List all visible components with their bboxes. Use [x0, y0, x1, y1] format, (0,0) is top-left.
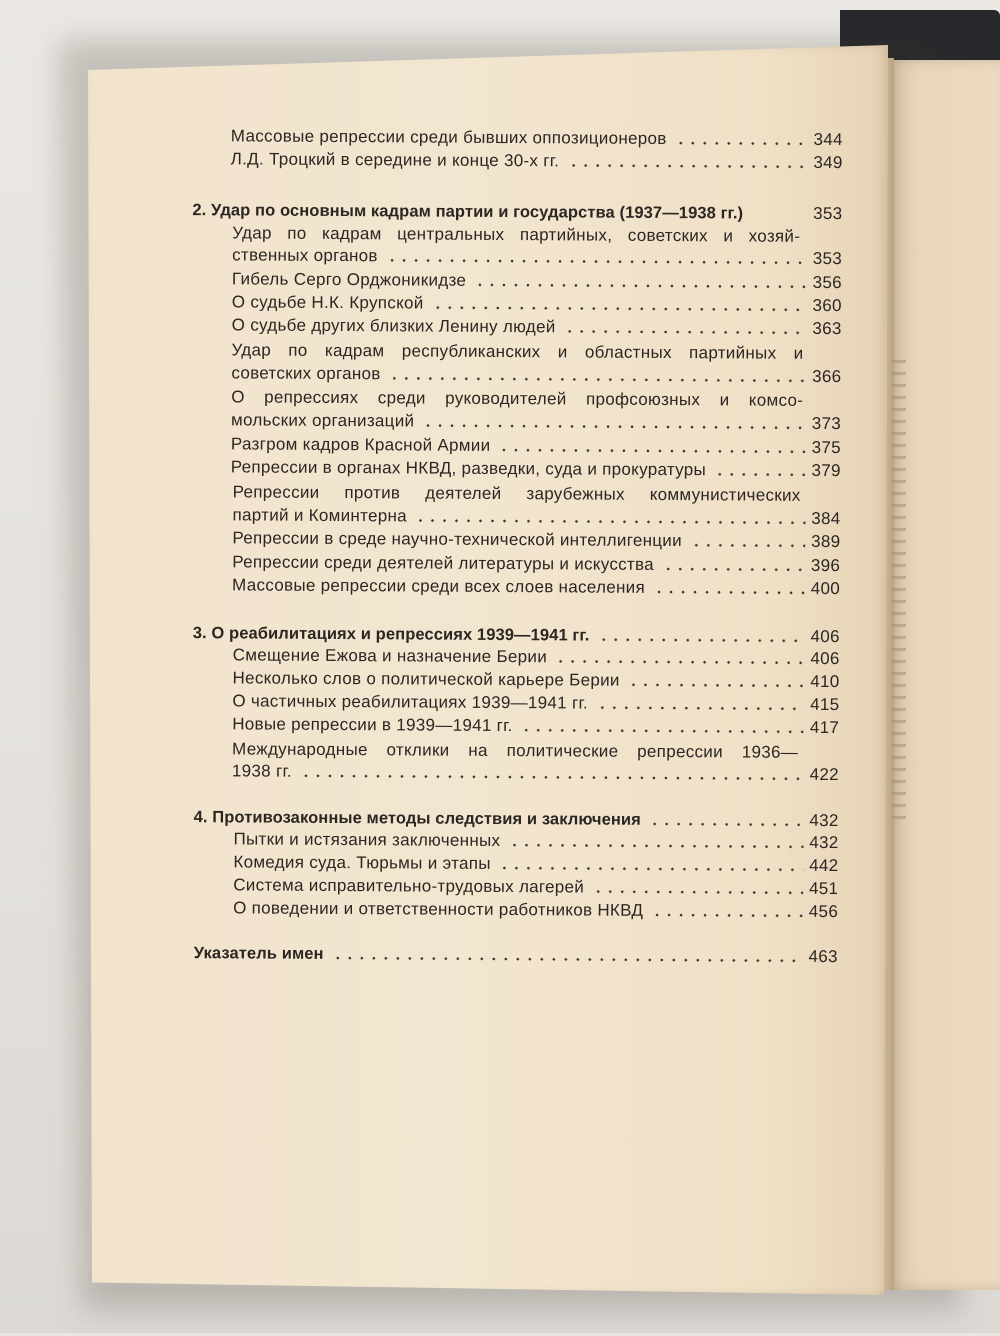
entry-title: Новые репрессии в 1939—1941 гг. [232, 714, 513, 736]
entry-page: 415 [810, 694, 840, 715]
section-title: Указатель имен [193, 944, 324, 963]
entry-title: О судьбе других близких Ленину людей [231, 315, 556, 337]
entry-title: Репрессии в органах НКВД, разведки, суда и прокуратуры [230, 457, 707, 480]
entry-title-line1: Удар по кадрам центральных партийных, советских и хозяй- [232, 223, 801, 246]
entry-title: советских органов [231, 363, 381, 384]
dot-leader [332, 956, 803, 963]
entry-title: Репрессии среди деятелей литературы и искусства [232, 552, 655, 574]
entry-page: 400 [810, 578, 841, 599]
entry-page: 389 [811, 531, 841, 552]
section-page: 406 [810, 626, 840, 647]
section-page: 432 [809, 810, 839, 831]
toc-entry [232, 667, 839, 693]
entry-title: Несколько слов о политической карьере Берии [232, 668, 620, 690]
dot-leader [499, 866, 803, 872]
section-page: 463 [808, 946, 838, 967]
entry-title-line1: Репрессии против деятелей зарубежных коммунистических [232, 482, 801, 505]
dot-leader [596, 706, 804, 711]
entry-page: 356 [812, 272, 843, 293]
entry-page: 406 [810, 648, 840, 669]
entry-title: Л.Д. Троцкий в середине и конце 30-х гг. [230, 149, 560, 171]
dot-leader [675, 141, 808, 146]
toc-section [194, 942, 838, 968]
entry-page: 384 [811, 508, 841, 529]
toc-entry [232, 760, 839, 786]
dot-leader [597, 638, 804, 643]
dot-leader [653, 590, 805, 595]
toc-entry [232, 244, 842, 270]
dot-leader [508, 843, 803, 849]
toc-entry [232, 713, 839, 739]
toc-section [192, 199, 842, 225]
entry-page: 396 [810, 555, 841, 576]
dot-leader [415, 518, 805, 524]
entry-title: Пытки и истязания заключенных [233, 829, 501, 851]
section-title: 4. Противозаконные методы следствия и заключения [193, 808, 641, 829]
toc-entry [233, 644, 840, 670]
section-title: 3. О реабилитациях и репрессиях 1939—1941 гг. [192, 624, 590, 645]
toc-entry [233, 828, 838, 854]
dot-leader [422, 424, 805, 430]
entry-title: ственных органов [232, 245, 378, 266]
toc-entry [231, 433, 841, 459]
entry-title: мольских организаций [231, 410, 415, 431]
entry-title: О поведении и ответственности работников НКВД [233, 898, 644, 920]
entry-page: 353 [812, 248, 843, 269]
dot-leader [651, 913, 803, 918]
entry-title-line1: Удар по кадрам республиканских и областных партийных и [231, 340, 804, 363]
dot-leader [386, 258, 807, 265]
entry-page: 373 [811, 413, 842, 434]
toc-entry [232, 314, 842, 340]
dot-leader [649, 822, 803, 827]
entry-title: 1938 гг. [231, 761, 293, 781]
entry-title: Массовые репрессии среди бывших оппозиционеров [230, 126, 667, 149]
toc-entry [233, 874, 838, 900]
entry-page: 417 [809, 717, 840, 738]
toc-entry [231, 125, 843, 151]
entry-page: 363 [812, 318, 842, 339]
dot-leader [628, 683, 805, 688]
entry-title: Смещение Ежова и назначение Берии [232, 645, 548, 667]
entry-title: Гибель Серго Орджоникидзе [231, 269, 467, 290]
toc-entry [231, 148, 843, 174]
entry-page: 375 [811, 437, 841, 458]
entry-title: Разгром кадров Красной Армии [230, 434, 491, 455]
dot-leader [592, 890, 803, 895]
dot-leader [555, 659, 804, 665]
toc-entry [232, 527, 840, 553]
entry-page: 451 [808, 878, 839, 899]
section-page: 353 [813, 203, 843, 224]
entry-title-line1: Международные отклики на политические репрессии 1936— [232, 739, 799, 762]
entry-title: О судьбе Н.К. Крупской [231, 292, 424, 313]
entry-title: Репрессии в среде научно-технической интеллигенции [232, 528, 682, 551]
toc-entry [233, 851, 838, 877]
dot-leader [432, 306, 807, 312]
dot-leader [564, 329, 807, 334]
toc-entry [231, 409, 841, 435]
toc-entry [232, 268, 842, 294]
section-title: 2. Удар по основным кадрам партии и государства (1937—1938 гг.) [192, 201, 744, 223]
dot-leader [474, 283, 807, 289]
toc-entry [231, 362, 841, 388]
entry-page: 349 [813, 152, 843, 173]
dot-leader [690, 543, 805, 548]
dot-leader [567, 163, 807, 168]
toc-entry [232, 690, 839, 716]
toc-entry [232, 504, 840, 530]
dot-leader [521, 728, 804, 734]
entry-title: партий и Коминтерна [232, 505, 408, 526]
toc-entry [232, 574, 840, 600]
entry-title: Система исправительно-трудовых лагерей [233, 875, 585, 897]
dot-leader [714, 472, 806, 477]
entry-title-line1: О репрессиях среди руководителей профсоюзных и комсо- [231, 387, 804, 410]
toc-entry [232, 551, 840, 577]
entry-page: 432 [809, 832, 839, 853]
entry-page: 410 [810, 671, 840, 692]
entry-page: 366 [812, 366, 842, 387]
entry-page: 360 [812, 295, 842, 316]
entry-title: Комедия суда. Тюрьмы и этапы [233, 852, 491, 873]
dot-leader [662, 567, 805, 572]
entry-page: 379 [811, 460, 841, 481]
toc-entry [231, 456, 841, 482]
entry-page: 442 [809, 855, 839, 876]
entry-title: Массовые репрессии среди всех слоев населения [232, 575, 646, 597]
toc-entry [232, 291, 842, 317]
dot-leader [389, 376, 806, 383]
entry-title: О частичных реабилитациях 1939—1941 гг. [232, 691, 588, 713]
entry-page: 344 [813, 129, 843, 150]
dot-leader [498, 448, 805, 454]
dot-leader [751, 216, 807, 220]
entry-page: 456 [808, 901, 839, 922]
toc-entry [233, 897, 838, 923]
entry-page: 422 [809, 764, 839, 785]
dot-leader [300, 774, 804, 781]
